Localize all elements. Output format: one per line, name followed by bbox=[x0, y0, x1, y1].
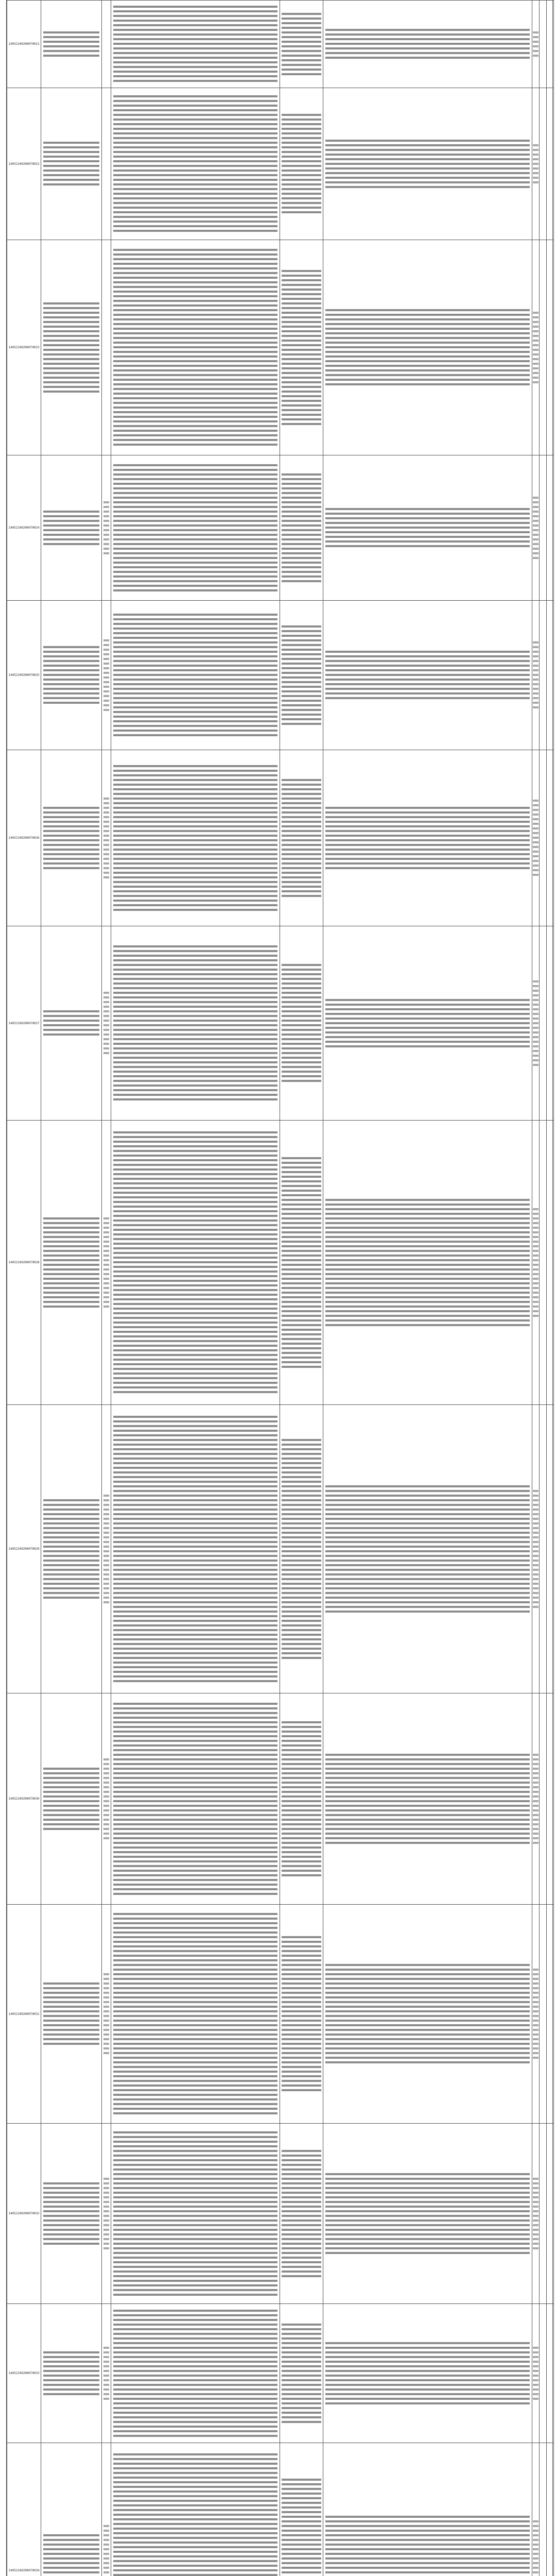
cell-o1 bbox=[532, 1693, 540, 1905]
table-row bbox=[7, 750, 554, 926]
cell-basis bbox=[280, 1905, 323, 2124]
cell-subject bbox=[41, 2124, 102, 2304]
cell-subject bbox=[41, 455, 102, 601]
text-block bbox=[325, 2515, 530, 2576]
cell-fact bbox=[111, 2304, 280, 2443]
table-row bbox=[7, 2124, 554, 2304]
text-block bbox=[282, 778, 321, 899]
text-block bbox=[282, 269, 321, 427]
cell-type bbox=[102, 1693, 111, 1905]
cell-basis bbox=[280, 2443, 323, 2576]
cell-o3 bbox=[547, 601, 554, 750]
cell-basis bbox=[280, 1, 323, 88]
text-block bbox=[282, 2478, 321, 2576]
text-block bbox=[103, 1216, 109, 1309]
cell-decision bbox=[323, 1, 532, 88]
text-block bbox=[533, 1968, 538, 2060]
cell-decision bbox=[323, 2124, 532, 2304]
text-block bbox=[325, 2172, 530, 2256]
text-block bbox=[325, 308, 530, 387]
table-row bbox=[7, 1693, 554, 1905]
cell-o2 bbox=[540, 601, 547, 750]
cell-o2 bbox=[540, 1, 547, 88]
text-block bbox=[282, 12, 321, 77]
cell-id: 14052100200070034 bbox=[7, 2443, 41, 2576]
text-block bbox=[533, 496, 538, 561]
cell-fact bbox=[111, 750, 280, 926]
text-block bbox=[103, 638, 109, 713]
cell-id: 14052100200070027 bbox=[7, 926, 41, 1121]
text-block bbox=[43, 510, 99, 547]
cell-id: 14052100200070022 bbox=[7, 88, 41, 240]
text-block bbox=[325, 1484, 530, 1614]
text-block bbox=[43, 30, 99, 58]
cell-subject bbox=[41, 601, 102, 750]
text-block bbox=[325, 1963, 530, 2065]
text-block bbox=[325, 650, 530, 701]
cell-subject bbox=[41, 2443, 102, 2576]
text-block bbox=[43, 301, 99, 394]
cell-subject bbox=[41, 926, 102, 1121]
cell-o3 bbox=[547, 750, 554, 926]
text-block bbox=[113, 2309, 277, 2438]
cell-o2 bbox=[540, 1405, 547, 1693]
text-block bbox=[43, 2181, 99, 2246]
cell-type bbox=[102, 926, 111, 1121]
cell-id: 14052100200070031 bbox=[7, 1905, 41, 2124]
cell-o1 bbox=[532, 926, 540, 1121]
cell-id: 14052100200070025 bbox=[7, 601, 41, 750]
cell-id: 14052100200070032 bbox=[7, 2124, 41, 2304]
cell-fact bbox=[111, 2443, 280, 2576]
cell-fact bbox=[111, 1693, 280, 1905]
table-row bbox=[7, 1121, 554, 1405]
text-block bbox=[325, 139, 530, 190]
text-block bbox=[103, 1757, 109, 1841]
penalty-record-table bbox=[7, 0, 554, 2576]
cell-o1 bbox=[532, 1405, 540, 1693]
cell-o1 bbox=[532, 2443, 540, 2576]
cell-basis bbox=[280, 1121, 323, 1405]
cell-o3 bbox=[547, 2443, 554, 2576]
cell-basis bbox=[280, 88, 323, 240]
cell-type bbox=[102, 601, 111, 750]
text-block bbox=[533, 143, 538, 185]
cell-basis bbox=[280, 750, 323, 926]
cell-subject bbox=[41, 1, 102, 88]
cell-o2 bbox=[540, 2443, 547, 2576]
cell-o1 bbox=[532, 2124, 540, 2304]
cell-o3 bbox=[547, 926, 554, 1121]
cell-subject bbox=[41, 88, 102, 240]
cell-o3 bbox=[547, 455, 554, 601]
text-block bbox=[43, 1216, 99, 1309]
text-block bbox=[103, 1494, 109, 1605]
text-block bbox=[533, 311, 538, 385]
cell-decision bbox=[323, 240, 532, 455]
cell-o2 bbox=[540, 455, 547, 601]
text-block bbox=[103, 2346, 109, 2401]
table-row bbox=[7, 926, 554, 1121]
cell-id: 14052100200070021 bbox=[7, 1, 41, 88]
text-block bbox=[103, 796, 109, 880]
cell-fact bbox=[111, 1905, 280, 2124]
cell-subject bbox=[41, 1405, 102, 1693]
text-block bbox=[282, 2149, 321, 2279]
cell-o1 bbox=[532, 1905, 540, 2124]
text-block bbox=[533, 640, 538, 710]
cell-id: 14052100200070033 bbox=[7, 2304, 41, 2443]
text-block bbox=[113, 463, 277, 593]
cell-fact bbox=[111, 240, 280, 455]
cell-fact bbox=[111, 88, 280, 240]
document-page bbox=[6, 0, 553, 2576]
text-block bbox=[533, 2177, 538, 2251]
cell-decision bbox=[323, 1693, 532, 1905]
cell-o2 bbox=[540, 926, 547, 1121]
text-block bbox=[325, 1198, 530, 1328]
cell-type bbox=[102, 2124, 111, 2304]
cell-basis bbox=[280, 2304, 323, 2443]
cell-type bbox=[102, 1121, 111, 1405]
cell-o3 bbox=[547, 2304, 554, 2443]
cell-type bbox=[102, 240, 111, 455]
cell-type bbox=[102, 1, 111, 88]
text-block bbox=[533, 2346, 538, 2401]
cell-subject bbox=[41, 240, 102, 455]
text-block bbox=[325, 1753, 530, 1845]
text-block bbox=[533, 799, 538, 877]
text-block bbox=[282, 624, 321, 726]
cell-o1 bbox=[532, 2304, 540, 2443]
text-block bbox=[282, 2323, 321, 2425]
cell-basis bbox=[280, 926, 323, 1121]
text-block bbox=[103, 500, 109, 556]
cell-basis bbox=[280, 455, 323, 601]
text-block bbox=[113, 613, 277, 738]
table-row bbox=[7, 240, 554, 455]
cell-type bbox=[102, 2304, 111, 2443]
cell-o2 bbox=[540, 240, 547, 455]
cell-decision bbox=[323, 1905, 532, 2124]
text-block bbox=[43, 2350, 99, 2397]
cell-type bbox=[102, 1405, 111, 1693]
cell-basis bbox=[280, 1693, 323, 1905]
text-block bbox=[533, 30, 538, 58]
cell-o3 bbox=[547, 2124, 554, 2304]
cell-type bbox=[102, 2443, 111, 2576]
cell-o2 bbox=[540, 1693, 547, 1905]
cell-o3 bbox=[547, 88, 554, 240]
cell-o2 bbox=[540, 2304, 547, 2443]
text-block bbox=[113, 2452, 277, 2576]
cell-o1 bbox=[532, 1121, 540, 1405]
cell-subject bbox=[41, 2304, 102, 2443]
cell-id: 14052100200070024 bbox=[7, 455, 41, 601]
text-block bbox=[103, 1972, 109, 2056]
cell-decision bbox=[323, 455, 532, 601]
cell-decision bbox=[323, 1405, 532, 1693]
table-row bbox=[7, 1, 554, 88]
text-block bbox=[533, 979, 538, 1067]
cell-fact bbox=[111, 926, 280, 1121]
text-block bbox=[325, 2341, 530, 2406]
cell-o1 bbox=[532, 1, 540, 88]
text-block bbox=[103, 991, 109, 1056]
text-block bbox=[282, 113, 321, 215]
cell-o3 bbox=[547, 1405, 554, 1693]
text-block bbox=[113, 5, 277, 83]
text-block bbox=[325, 507, 530, 549]
text-block bbox=[43, 1009, 99, 1037]
text-block bbox=[282, 1935, 321, 2093]
text-block bbox=[533, 1753, 538, 1845]
cell-o3 bbox=[547, 240, 554, 455]
text-block bbox=[113, 94, 277, 233]
cell-o3 bbox=[547, 1121, 554, 1405]
cell-id: 14052100200070030 bbox=[7, 1693, 41, 1905]
cell-o2 bbox=[540, 750, 547, 926]
cell-basis bbox=[280, 240, 323, 455]
cell-subject bbox=[41, 1905, 102, 2124]
cell-o1 bbox=[532, 601, 540, 750]
cell-o3 bbox=[547, 1905, 554, 2124]
cell-id: 14052100200070028 bbox=[7, 1121, 41, 1405]
cell-subject bbox=[41, 1121, 102, 1405]
cell-type bbox=[102, 455, 111, 601]
cell-decision bbox=[323, 2443, 532, 2576]
text-block bbox=[533, 1207, 538, 1318]
cell-decision bbox=[323, 750, 532, 926]
text-block bbox=[533, 1489, 538, 1609]
text-block bbox=[113, 1912, 277, 2116]
cell-decision bbox=[323, 88, 532, 240]
text-block bbox=[113, 1702, 277, 1896]
text-block bbox=[43, 141, 99, 187]
cell-type bbox=[102, 1905, 111, 2124]
table-row bbox=[7, 455, 554, 601]
text-block bbox=[43, 1767, 99, 1832]
cell-decision bbox=[323, 926, 532, 1121]
cell-o2 bbox=[540, 2124, 547, 2304]
text-block bbox=[282, 472, 321, 584]
text-block bbox=[282, 1156, 321, 1369]
cell-decision bbox=[323, 2304, 532, 2443]
table-row bbox=[7, 88, 554, 240]
cell-subject bbox=[41, 1693, 102, 1905]
cell-basis bbox=[280, 1405, 323, 1693]
text-block bbox=[282, 1438, 321, 1660]
cell-id: 14052100200070026 bbox=[7, 750, 41, 926]
text-block bbox=[43, 806, 99, 871]
text-block bbox=[325, 998, 530, 1049]
cell-subject bbox=[41, 750, 102, 926]
cell-o3 bbox=[547, 1693, 554, 1905]
cell-id: 14052100200070023 bbox=[7, 240, 41, 455]
text-block bbox=[103, 2177, 109, 2251]
table-row bbox=[7, 1905, 554, 2124]
cell-fact bbox=[111, 2124, 280, 2304]
text-block bbox=[113, 1415, 277, 1684]
cell-decision bbox=[323, 601, 532, 750]
text-block bbox=[43, 1981, 99, 2046]
cell-decision bbox=[323, 1121, 532, 1405]
cell-basis bbox=[280, 601, 323, 750]
cell-type bbox=[102, 750, 111, 926]
text-block bbox=[43, 645, 99, 705]
cell-basis bbox=[280, 2124, 323, 2304]
cell-o3 bbox=[547, 1, 554, 88]
cell-o1 bbox=[532, 88, 540, 240]
text-block bbox=[43, 1498, 99, 1600]
text-block bbox=[325, 806, 530, 871]
text-block bbox=[113, 248, 277, 447]
cell-o1 bbox=[532, 240, 540, 455]
cell-o1 bbox=[532, 750, 540, 926]
table-row bbox=[7, 2304, 554, 2443]
cell-type bbox=[102, 88, 111, 240]
cell-o2 bbox=[540, 1121, 547, 1405]
text-block bbox=[113, 764, 277, 912]
cell-id: 14052100200070029 bbox=[7, 1405, 41, 1693]
text-block bbox=[533, 2519, 538, 2576]
cell-o2 bbox=[540, 1905, 547, 2124]
text-block bbox=[282, 1720, 321, 1878]
cell-o2 bbox=[540, 88, 547, 240]
table-row bbox=[7, 601, 554, 750]
cell-o1 bbox=[532, 455, 540, 601]
text-block bbox=[282, 963, 321, 1083]
table-row bbox=[7, 2443, 554, 2576]
text-block bbox=[113, 1130, 277, 1395]
cell-fact bbox=[111, 1405, 280, 1693]
cell-fact bbox=[111, 1121, 280, 1405]
text-block bbox=[113, 944, 277, 1102]
cell-fact bbox=[111, 601, 280, 750]
text-block bbox=[113, 2130, 277, 2297]
text-block bbox=[103, 2524, 109, 2576]
text-block bbox=[43, 2533, 99, 2576]
cell-fact bbox=[111, 1, 280, 88]
cell-fact bbox=[111, 455, 280, 601]
table-row bbox=[7, 1405, 554, 1693]
text-block bbox=[325, 28, 530, 60]
